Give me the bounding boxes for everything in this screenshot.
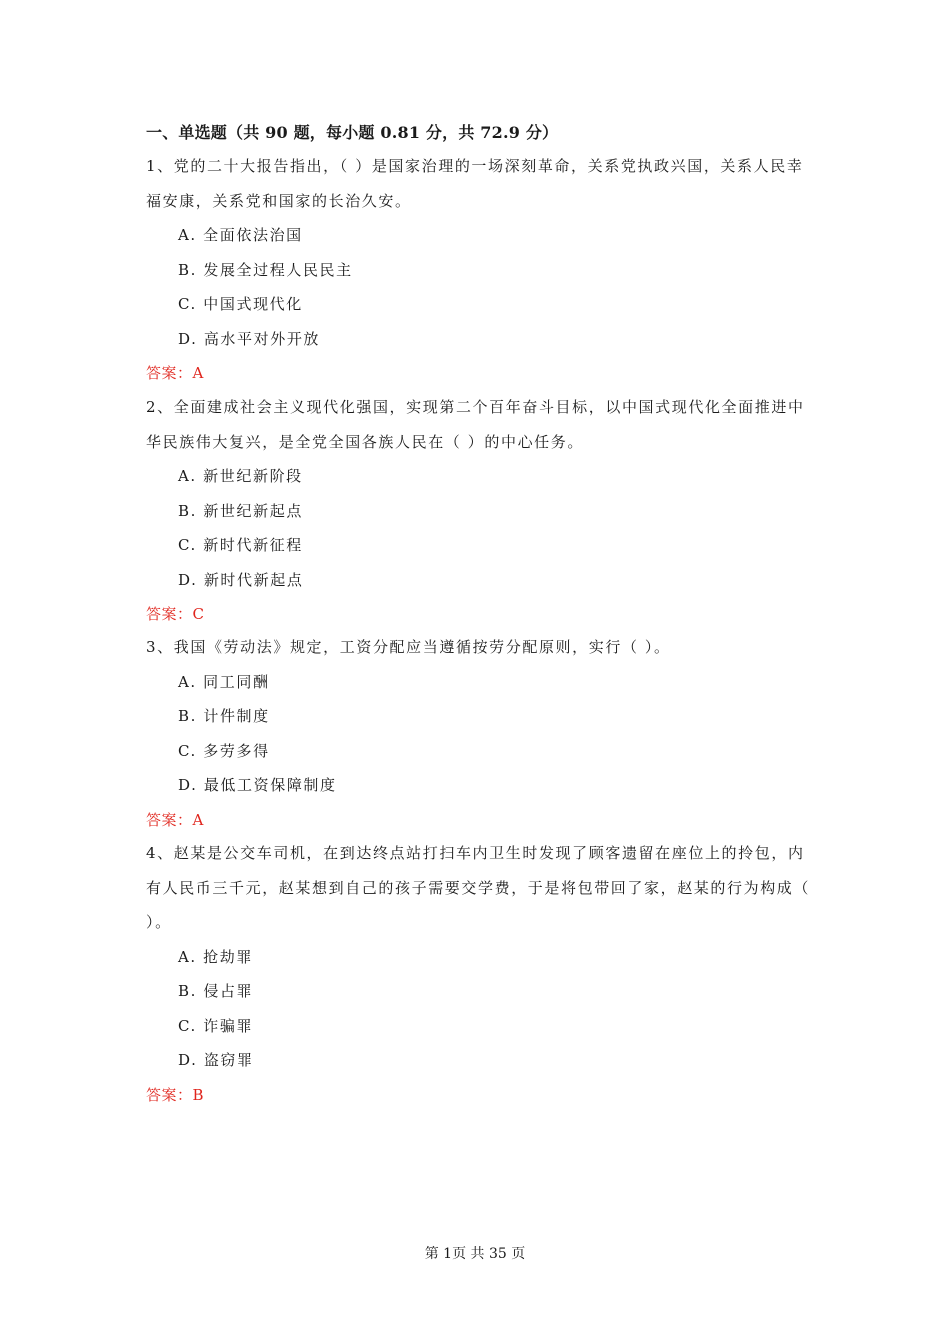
page-footer: 第 1页 共 35 页 bbox=[424, 1246, 526, 1262]
question-stem: 4、赵某是公交车司机，在到达终点站打扫车内卫生时发现了顾客遗留在座位上的拎包，内有人民币三千元，赵某想到自己的孩子需要交学费，于是将包带回了家，赵某的行为构成（ ）。 bbox=[146, 844, 811, 931]
option-b: B. 计件制度 bbox=[178, 707, 270, 725]
option-a: A. 全面依法治国 bbox=[178, 226, 303, 244]
question-stem: 1、党的二十大报告指出，（ ）是国家治理的一场深刻革命，关系党执政兴国，关系人民幸福安康，关系党和国家的长治久安。 bbox=[146, 157, 804, 210]
option-d: D. 最低工资保障制度 bbox=[178, 776, 337, 794]
question-stem: 3、我国《劳动法》规定，工资分配应当遵循按劳分配原则，实行（ ）。 bbox=[146, 638, 671, 656]
question-1 bbox=[146, 149, 814, 391]
option-a: A. 新世纪新阶段 bbox=[178, 467, 303, 485]
option-d: D. 高水平对外开放 bbox=[178, 329, 321, 348]
option-b: B. 发展全过程人民民主 bbox=[178, 260, 353, 279]
option-a: A. 同工同酬 bbox=[178, 672, 270, 691]
section-title: 一、单选题（共 90 题，每小题 0.81 分，共 72.9 分） bbox=[146, 123, 559, 142]
option-c: C. 多劳多得 bbox=[178, 741, 270, 760]
question-4 bbox=[146, 836, 814, 1112]
option-c: C. 新时代新征程 bbox=[178, 536, 303, 554]
option-b: B. 新世纪新起点 bbox=[178, 501, 303, 520]
option-d: D. 新时代新起点 bbox=[178, 570, 304, 589]
option-d: D. 盗窃罪 bbox=[178, 1051, 254, 1069]
option-b: B. 侵占罪 bbox=[178, 982, 254, 1000]
answer-label: 答案：A bbox=[146, 810, 204, 829]
question-stem: 2、全面建成社会主义现代化强国，实现第二个百年奋斗目标，以中国式现代化全面推进中华民族伟大复兴，是全党全国各族人民在（ ）的中心任务。 bbox=[146, 398, 805, 451]
question-2 bbox=[146, 390, 814, 632]
answer-label: 答案：A bbox=[146, 364, 204, 382]
question-3 bbox=[146, 630, 814, 837]
answer-label: 答案：C bbox=[146, 605, 205, 623]
option-c: C. 诈骗罪 bbox=[178, 1016, 254, 1035]
option-c: C. 中国式现代化 bbox=[178, 295, 303, 313]
option-a: A. 抢劫罪 bbox=[178, 947, 253, 966]
answer-label: 答案：B bbox=[146, 1085, 205, 1104]
